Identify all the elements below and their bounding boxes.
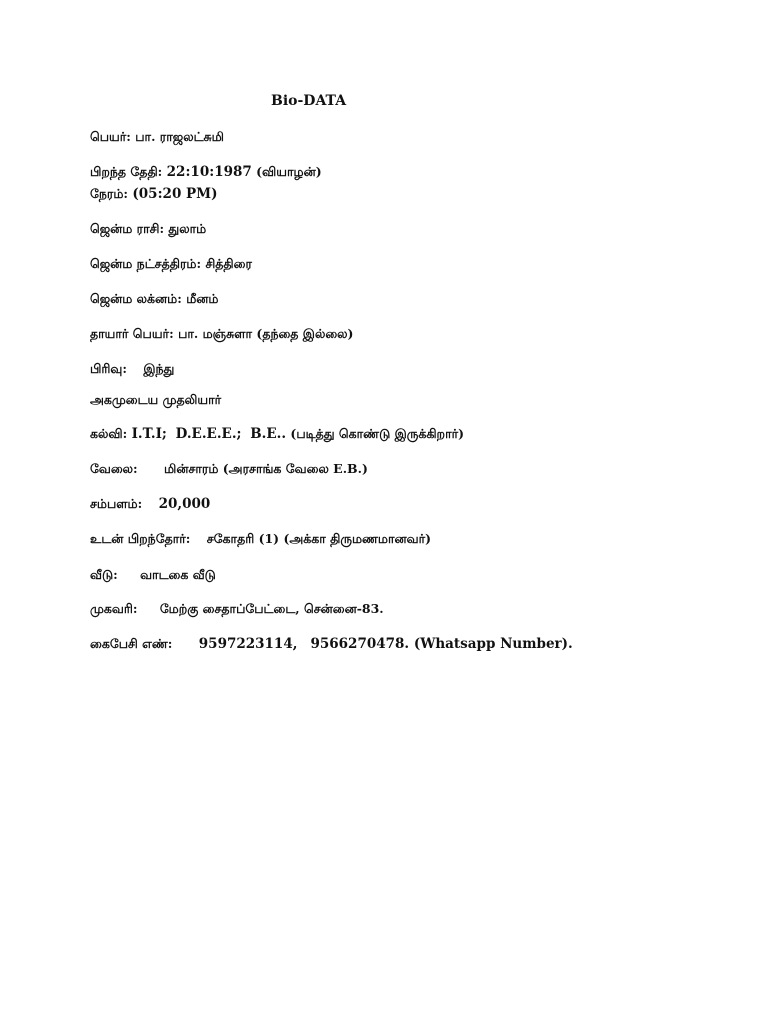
nakshatra-line: ஜென்ம நட்சத்திரம்: சித்திரை xyxy=(90,256,252,271)
time-label: நேரம்: xyxy=(90,186,129,201)
siblings-label: உடன் பிறந்தோர்: xyxy=(90,531,191,546)
education-be: B.E.. xyxy=(250,426,287,442)
document-title: Bio-DATA xyxy=(271,93,347,109)
division-line xyxy=(90,360,174,378)
education-iti: I.T.I; xyxy=(131,426,167,442)
education-label: கல்வி: xyxy=(90,426,128,441)
salary-value: 20,000 xyxy=(158,496,211,512)
division-value: இந்து xyxy=(143,361,175,376)
address-value: மேற்கு சைதாப்பேட்டை, சென்னை-83. xyxy=(159,601,384,616)
job-line xyxy=(90,460,368,478)
salary-line xyxy=(90,495,210,513)
lagnam-line: ஜென்ம லக்னம்: மீனம் xyxy=(90,291,219,306)
house-label: வீடு: xyxy=(90,567,118,582)
dob-label: பிறந்த தேதி: xyxy=(90,164,163,179)
dob-day: (வியாழன்) xyxy=(256,164,322,179)
address-line xyxy=(90,600,384,618)
time-line xyxy=(90,185,218,203)
address-label: முகவரி: xyxy=(90,601,138,616)
siblings-value: சகோதரி (1) (அக்கா திருமணமானவர்) xyxy=(206,531,432,546)
dob-line xyxy=(90,163,322,181)
rasi-line: ஜென்ம ராசி: துலாம் xyxy=(90,221,207,236)
education-note: (படித்து கொண்டு இருக்கிறார்) xyxy=(290,426,465,441)
job-value: மின்சாரம் (அரசாங்க வேலை E.B.) xyxy=(164,461,368,476)
siblings-line xyxy=(90,530,431,548)
name-line: பெயர்: பா. ராஜலட்சுமி xyxy=(90,129,224,144)
dob-value: 22:10:1987 xyxy=(166,164,252,180)
caste-line: அகமுடைய முதலியார் xyxy=(90,392,222,407)
division-label: பிரிவு: xyxy=(90,361,127,376)
time-value: (05:20 PM) xyxy=(132,186,218,202)
mother-line xyxy=(90,325,353,343)
education-line xyxy=(90,425,464,443)
phone-number-1: 9597223114, xyxy=(198,636,298,652)
house-value: வாடகை வீடு xyxy=(140,567,216,582)
phone-line xyxy=(90,635,573,653)
salary-label: சம்பளம்: xyxy=(90,496,143,511)
phone-number-2: 9566270478. (Whatsapp Number). xyxy=(310,636,573,652)
phone-label: கைபேசி எண்: xyxy=(90,636,173,651)
education-deee: D.E.E.E.; xyxy=(175,426,242,442)
mother-value: பா. மஞ்சுளா (தந்தை இல்லை) xyxy=(178,326,354,341)
house-line xyxy=(90,566,216,584)
job-label: வேலை: xyxy=(90,461,138,476)
mother-label: தாயார் பெயர்: xyxy=(90,326,174,341)
